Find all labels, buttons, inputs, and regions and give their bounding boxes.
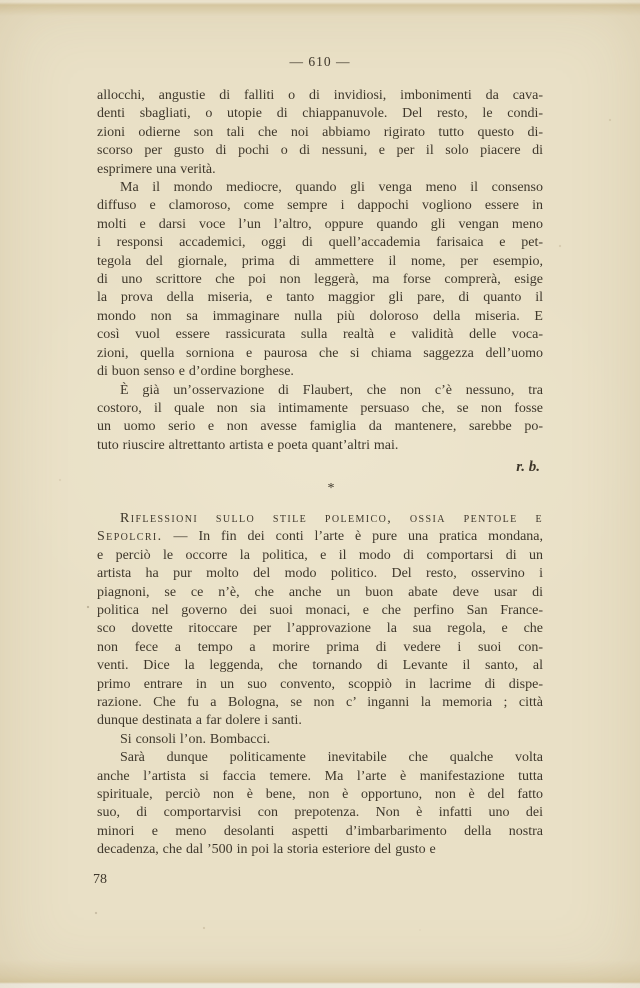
paragraph (97, 179, 543, 381)
text-line: Ma il mondo mediocre, quando gli venga meno il consenso (120, 180, 543, 196)
text-line: molti e darsi voce l’un l’altro, oppure quando gli vengan meno (97, 216, 543, 232)
page-text (97, 87, 543, 860)
text-line: minori e meno desolanti aspetti d’imbarbarimento della nostra (97, 823, 543, 839)
text-line: diffuso e clamoroso, come sempre i dappochi vogliono essere in (97, 198, 543, 214)
text-line: tegola del giornale, prima di ammettere il nome, per esempio, (97, 253, 543, 269)
section-gap (97, 498, 543, 510)
text-line: un uomo serio e non avesse famiglia da mantenere, sarebbe po- (97, 419, 543, 435)
text-line: esprimere una verità. (97, 161, 216, 177)
text-line: spirituale, perciò non è bene, non è opportuno, non è del fatto (97, 787, 543, 803)
text-line: sco dovette ritoccare per l’approvazione la sua regola, e che (97, 621, 543, 637)
text-line: Si consoli l’on. Bombacci. (120, 731, 271, 747)
text-line: non fece a tempo a morire prima di vedere i suoi con- (97, 639, 543, 655)
paragraph (97, 731, 543, 749)
text-line (97, 510, 543, 528)
author-initials: r. b. (516, 459, 540, 476)
text-line: zioni, quella sorniona e paurosa che si chiama saggezza dell’uomo (97, 345, 543, 361)
text-line: e perciò le occorre la politica, e il modo di comportarsi di un (97, 547, 543, 563)
text-line: mondo non sa immaginare nulla più doloroso della miseria. E (97, 308, 543, 324)
text-line: costoro, il quale non sia intimamente persuaso che, se non fosse (97, 400, 543, 416)
page-number: 78 (93, 871, 107, 887)
text-line: suo, di comportarvisi con prepotenza. Non è infatti uno dei (97, 805, 543, 821)
text-line: i responsi accademici, oggi di quell’accademia farisaica e pet- (97, 235, 543, 251)
text-line: piagnoni, se ce n’è, che anche un buon abate deve usar di (97, 584, 543, 600)
text-line: razione. Che fu a Bologna, se non c’ inganni la memoria ; città (97, 695, 543, 710)
text-line: venti. Dice la leggenda, che tornando di Levante il santo, al (97, 658, 543, 674)
paragraph (97, 510, 543, 731)
text-line: anche l’artista si faccia temere. Ma l’arte è manifestazione tutta (97, 768, 543, 784)
text-line: denti sbagliati, o utopie di chiappanuvole. Del resto, le condi- (97, 106, 543, 122)
text-line: primo entrare in un suo convento, scoppiò in lacrime di dispe- (97, 676, 543, 692)
text-line: dunque destinata a far dolere i santi. (97, 713, 302, 729)
text-line: scorso per gusto di pochi o di nessuni, e per il solo piacere di (97, 143, 543, 159)
text-line: tuto riuscire altrettanto artista e poeta quant’altri mai. (97, 437, 399, 453)
text-line: Sepolcri. — In fin dei conti l’arte è pure una pratica mondana, (97, 529, 543, 545)
text-line: così vuol essere rassicurata sulla realtà e validità delle voca- (97, 327, 543, 343)
text-line: allocchi, angustie di falliti o di invidiosi, imbonimenti da cava- (97, 88, 543, 103)
paragraph (97, 382, 543, 456)
small-caps-heading: Riflessioni sullo stile polemico, ossia pentole e (120, 510, 543, 526)
text-line: artista ha pur molto del modo politico. Del resto, osservino i (97, 566, 543, 582)
page-footer (93, 871, 543, 888)
text-line: di uno scrittore che poi non leggerà, ma forse comprerà, esige (97, 272, 543, 288)
paragraph (97, 87, 543, 179)
paragraph (97, 749, 543, 859)
asterisk-separator: * (327, 480, 335, 496)
text-line: Sarà dunque politicamente inevitabile che qualche volta (120, 750, 543, 766)
text-line: È già un’osservazione di Flaubert, che non c’è nessuno, tra (120, 382, 543, 398)
page-header-number: — 610 — (289, 54, 351, 69)
text-line: la prova della miseria, e tanto maggior gli pare, di quanto il (97, 290, 543, 306)
text-line: zioni odierne son tali che noi abbiamo rigirato tutto questo di- (97, 124, 543, 140)
text-line: decadenza, che dal ’500 in poi la storia esteriore del gusto e (97, 842, 436, 858)
text-line: di buon senso e d’ordine borghese. (97, 364, 294, 380)
small-caps-heading: Sepolcri. (97, 529, 163, 545)
text-line: politica nel governo dei suoi monaci, e che perfino San France- (97, 602, 543, 618)
